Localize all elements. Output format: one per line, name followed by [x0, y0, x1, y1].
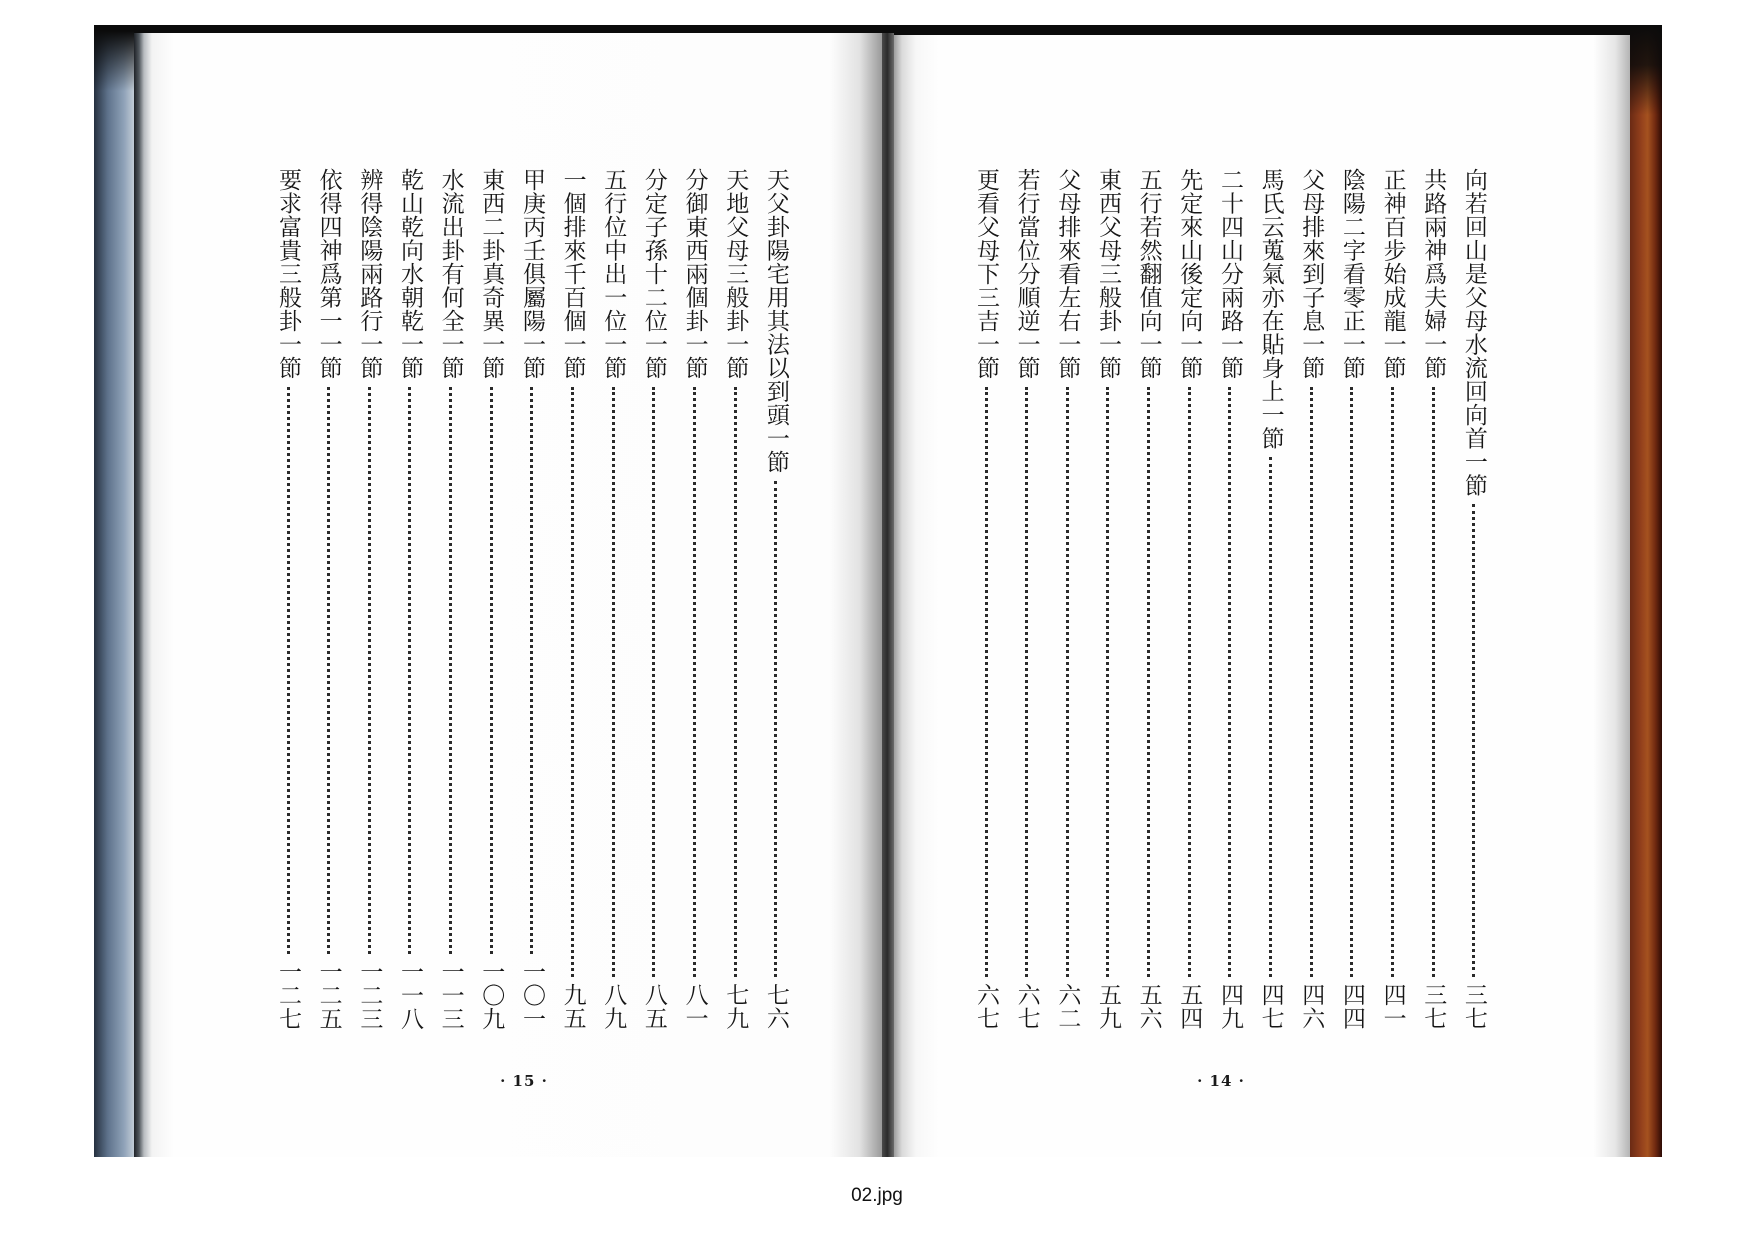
- toc-entry: [1093, 168, 1123, 1030]
- toc-entry-title: 天父卦陽宅用其法以到頭一節: [762, 168, 789, 474]
- right-page: [894, 35, 1630, 1157]
- toc-entry-title: 共路兩神爲夫婦一節: [1420, 168, 1447, 380]
- toc-entry: [1174, 168, 1204, 1030]
- toc-entry-page-number: 八五: [640, 983, 667, 1030]
- toc-entry-page-number: 五四: [1176, 983, 1203, 1030]
- toc-entry-title: 向若回山是父母水流回向首一節: [1460, 168, 1487, 497]
- toc-entry-title: 五行位中出一位一節: [600, 168, 627, 380]
- toc-entry-title: 更看父母下三吉一節: [973, 168, 999, 380]
- toc-entry-title: 要求富貴三般卦一節: [275, 168, 301, 380]
- toc-entry-title: 若行當位分順逆一節: [1013, 168, 1040, 380]
- toc-entry: [1052, 168, 1082, 1030]
- dot-leader: [408, 387, 411, 954]
- toc-entry-title: 馬氏云蒐氣亦在貼身上一節: [1257, 168, 1284, 450]
- toc-entry-page-number: 七六: [762, 983, 789, 1030]
- folio-page-number: · 14 ·: [1197, 1072, 1245, 1090]
- toc-entry: [436, 168, 466, 1030]
- toc-entry: [1378, 168, 1408, 1030]
- toc-entry: [1134, 168, 1164, 1030]
- toc-entry-title: 東西二卦真奇異一節: [478, 168, 505, 380]
- dot-leader: [1472, 504, 1475, 977]
- dot-leader: [1147, 387, 1150, 978]
- dot-leader: [774, 481, 777, 978]
- table-of-contents-columns: [971, 168, 1489, 1030]
- toc-entry: [680, 168, 710, 1030]
- toc-entry-page-number: 一一八: [396, 959, 423, 1030]
- toc-entry-page-number: 六七: [1013, 983, 1040, 1030]
- toc-entry-page-number: 一〇一: [518, 959, 545, 1030]
- table-of-contents-columns: [273, 168, 791, 1030]
- dot-leader: [530, 387, 533, 954]
- toc-entry-title: 先定來山後定向一節: [1176, 168, 1203, 380]
- dot-leader: [449, 387, 452, 954]
- dot-leader: [1350, 387, 1353, 978]
- dot-leader: [1269, 457, 1272, 977]
- toc-entry-title: 正神百步始成龍一節: [1379, 168, 1406, 380]
- toc-entry: [1256, 168, 1286, 1030]
- toc-entry: [1459, 168, 1489, 1030]
- toc-entry: [1337, 168, 1367, 1030]
- dot-leader: [734, 387, 737, 978]
- dot-leader: [612, 387, 615, 978]
- toc-entry: [273, 168, 303, 1030]
- toc-entry-page-number: 一〇九: [478, 959, 505, 1030]
- dot-leader: [490, 387, 493, 954]
- dot-leader: [327, 387, 330, 954]
- toc-entry-page-number: 八一: [681, 983, 708, 1030]
- toc-entry: [395, 168, 425, 1030]
- toc-entry-title: 陰陽二字看零正一節: [1338, 168, 1365, 380]
- toc-entry-page-number: 九五: [559, 983, 586, 1030]
- toc-entry-page-number: 七九: [722, 983, 749, 1030]
- toc-entry: [354, 168, 384, 1030]
- toc-entry-title: 東西父母三般卦一節: [1094, 168, 1121, 380]
- toc-entry-page-number: 三七: [1420, 983, 1447, 1030]
- dot-leader: [1310, 387, 1313, 978]
- toc-entry: [476, 168, 506, 1030]
- toc-entry-title: 五行若然翻值向一節: [1135, 168, 1162, 380]
- toc-entry-title: 二十四山分兩路一節: [1216, 168, 1243, 380]
- dot-leader: [1106, 387, 1109, 978]
- toc-entry: [517, 168, 547, 1030]
- toc-entry: [558, 168, 588, 1030]
- toc-entry-page-number: 一二七: [275, 959, 301, 1030]
- toc-entry: [971, 168, 1001, 1030]
- toc-entry-title: 水流出卦有何全一節: [437, 168, 464, 380]
- toc-entry-page-number: 六二: [1054, 983, 1081, 1030]
- left-book-cover-edge: [94, 31, 134, 1157]
- toc-entry-page-number: 四九: [1216, 983, 1243, 1030]
- toc-entry-page-number: 六七: [973, 983, 999, 1030]
- dot-leader: [368, 387, 371, 954]
- dot-leader: [693, 387, 696, 978]
- toc-entry: [720, 168, 750, 1030]
- toc-entry-title: 分御東西兩個卦一節: [681, 168, 708, 380]
- toc-entry-page-number: 三七: [1460, 983, 1487, 1030]
- toc-entry-title: 依得四神爲第一一節: [315, 168, 342, 380]
- toc-entry: [598, 168, 628, 1030]
- dot-leader: [1025, 387, 1028, 978]
- toc-entry-page-number: 一二五: [315, 959, 342, 1030]
- toc-entry: [1296, 168, 1326, 1030]
- toc-entry-page-number: 五六: [1135, 983, 1162, 1030]
- dot-leader: [985, 387, 988, 978]
- toc-entry-title: 天地父母三般卦一節: [722, 168, 749, 380]
- dot-leader: [652, 387, 655, 978]
- toc-entry-title: 乾山乾向水朝乾一節: [396, 168, 423, 380]
- scanned-book-spread: [94, 25, 1662, 1157]
- dot-leader: [1391, 387, 1394, 978]
- dot-leader: [287, 387, 290, 954]
- toc-entry: [1012, 168, 1042, 1030]
- dot-leader: [1188, 387, 1191, 978]
- dot-leader: [1228, 387, 1231, 978]
- toc-entry-page-number: 四一: [1379, 983, 1406, 1030]
- dot-leader: [1432, 387, 1435, 978]
- toc-entry-title: 父母排來看左右一節: [1054, 168, 1081, 380]
- toc-entry-title: 分定子孫十二位一節: [640, 168, 667, 380]
- toc-entry: [761, 168, 791, 1030]
- toc-entry: [639, 168, 669, 1030]
- dot-leader: [571, 387, 574, 978]
- toc-entry-page-number: 四六: [1298, 983, 1325, 1030]
- toc-entry: [1215, 168, 1245, 1030]
- toc-entry-title: 一個排來千百個一節: [559, 168, 586, 380]
- book-gutter: [882, 33, 894, 1157]
- toc-entry-page-number: 五九: [1094, 983, 1121, 1030]
- folio-page-number: · 15 ·: [500, 1072, 548, 1090]
- toc-entry-page-number: 一一三: [437, 959, 464, 1030]
- right-book-cover-edge: [1630, 25, 1662, 1157]
- dot-leader: [1066, 387, 1069, 978]
- toc-entry-title: 父母排來到子息一節: [1298, 168, 1325, 380]
- toc-entry-page-number: 四七: [1257, 983, 1284, 1030]
- toc-entry-page-number: 一二三: [356, 959, 383, 1030]
- toc-entry-title: 甲庚丙壬俱屬陽一節: [518, 168, 545, 380]
- toc-entry-page-number: 四四: [1338, 983, 1365, 1030]
- toc-entry-title: 辨得陰陽兩路行一節: [356, 168, 383, 380]
- toc-entry: [314, 168, 344, 1030]
- toc-entry-page-number: 八九: [600, 983, 627, 1030]
- image-filename-caption: 02.jpg: [851, 1185, 903, 1206]
- toc-entry: [1418, 168, 1448, 1030]
- left-page: [134, 33, 882, 1157]
